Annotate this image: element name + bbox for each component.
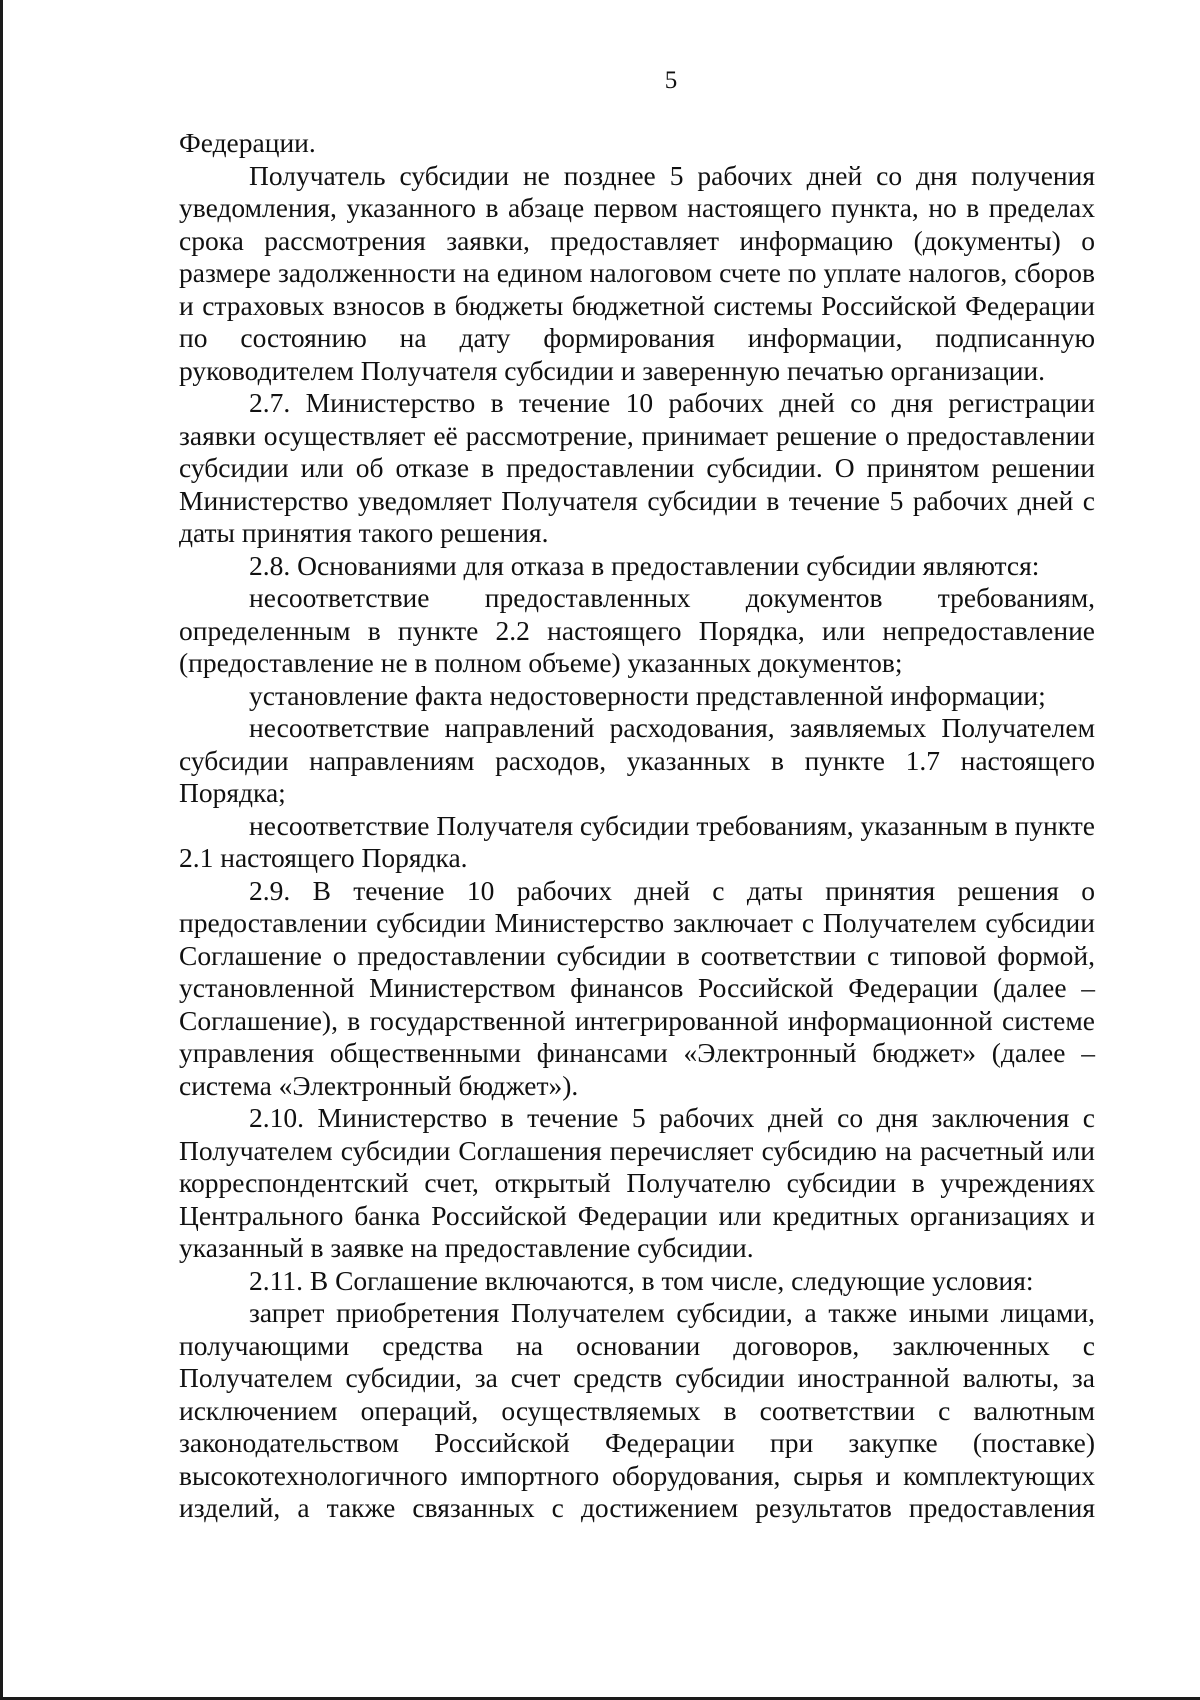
paragraph: 2.8. Основаниями для отказа в предоставлении субсидии являются: (249, 549, 1040, 581)
paragraph: установление факта недостоверности представленной информации; (249, 679, 1046, 711)
paragraph: 2.7. Министерство в течение 10 рабочих дней со дня регистрации заявки осуществляет её рассмотрение, принимает решение о предоставлении субсидии или об отказе в предоставлении субсидии. О принятом решении Министерство уведомляет Получателя субсидии в течение 5 рабочих дней с даты принятия такого решения. (179, 387, 1095, 548)
page-number: 5 (664, 67, 678, 94)
paragraph: 2.10. Министерство в течение 5 рабочих дней со дня заключения с Получателем субсидии Соглашения перечисляет субсидию на расчетный или корреспондентский счет, открытый Получателю субсидии в учреждениях Центрального банка Российской Федерации или кредитных организациях и указанный в заявке на предоставление субсидии. (179, 1102, 1095, 1263)
paragraph: 2.9. В течение 10 рабочих дней с даты принятия решения о предоставлении субсидии Министерство заключает с Получателем субсидии Соглашение о предоставлении субсидии в соответствии с типовой формой, установленной Министерством финансов Российской Федерации (далее – Соглашение), в государственной интегрированной информационной системе управления общественными финансами «Электронный бюджет» (далее – система «Электронный бюджет»). (179, 874, 1095, 1101)
paragraph: 2.11. В Соглашение включаются, в том числе, следующие условия: (249, 1264, 1034, 1296)
paragraph: несоответствие предоставленных документов требованиям, определенным в пункте 2.2 настоящего Порядка, или непредоставление (предоставление не в полном объеме) указанных документов; (179, 582, 1095, 678)
paragraph: Федерации. (179, 127, 316, 158)
paragraph: Получатель субсидии не позднее 5 рабочих дней со дня получения уведомления, указанного в абзаце первом настоящего пункта, но в пределах срока рассмотрения заявки, предоставляет информацию (документы) о размере задолженности на едином налоговом счете по уплате налогов, сборов и страховых взносов в бюджеты бюджетной системы Российской Федерации по состоянию на дату формирования информации, подписанную руководителем Получателя субсидии и заверенную печатью организации. (179, 159, 1095, 386)
paragraph: несоответствие Получателя субсидии требованиям, указанным в пункте 2.1 настоящего Порядка. (179, 809, 1095, 873)
paragraph: несоответствие направлений расходования, заявляемых Получателем субсидии направлениям расходов, указанных в пункте 1.7 настоящего Порядка; (179, 712, 1095, 808)
document-body (179, 127, 1095, 1525)
paragraph-continues: запрет приобретения Получателем субсидии, а также иными лицами, получающими средства на основании договоров, заключенных с Получателем субсидии, за счет средств субсидии иностранной валюты, за исключением операций, осуществляемых в соответствии с валютным законодательством Российской Федерации при закупке (поставке) высокотехнологичного импортного оборудования, сырья и комплектующих изделий, а также связанных с достижением результатов предоставления (179, 1297, 1095, 1523)
scan-left-edge (0, 0, 3, 1700)
